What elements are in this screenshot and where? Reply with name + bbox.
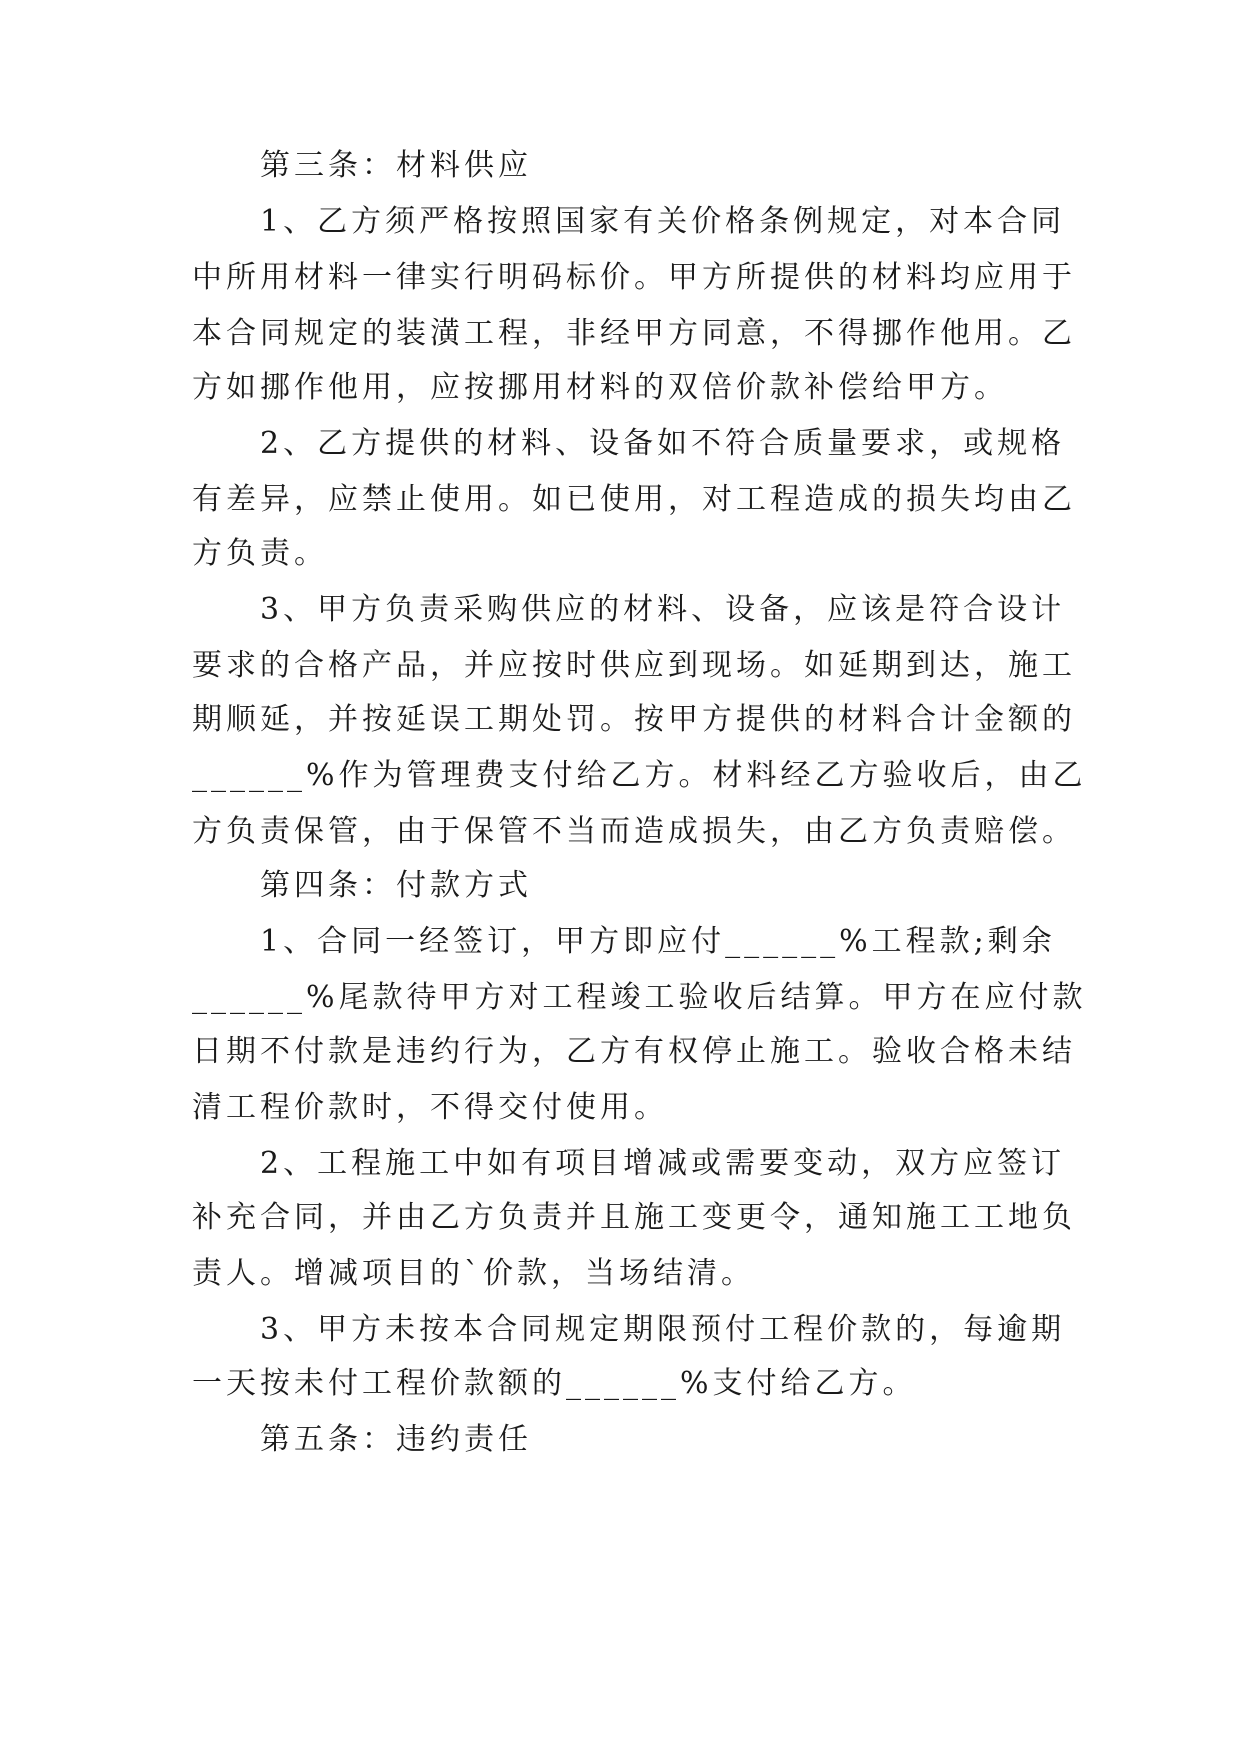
- article-4-heading: 第四条：付款方式: [192, 868, 532, 903]
- text-line: 要求的合格产品，并应按时供应到现场。如延期到达，施工: [192, 648, 1076, 683]
- text-line: 日期不付款是违约行为，乙方有权停止施工。验收合格未结: [192, 1034, 1076, 1069]
- text-line: 方负责。: [192, 536, 328, 571]
- text-line: 本合同规定的装潢工程，非经甲方同意，不得挪作他用。乙: [192, 316, 1076, 351]
- text-line: 3、甲方未按本合同规定期限预付工程价款的，每逾期: [192, 1312, 1066, 1347]
- article-5-heading: 第五条：违约责任: [192, 1422, 532, 1457]
- text-line: 中所用材料一律实行明码标价。甲方所提供的材料均应用于: [192, 260, 1076, 295]
- article-3-heading: 第三条：材料供应: [192, 148, 532, 183]
- text-line: 2、乙方提供的材料、设备如不符合质量要求，或规格: [192, 426, 1066, 461]
- text-line: 有差异，应禁止使用。如已使用，对工程造成的损失均由乙: [192, 482, 1076, 517]
- text-line: 期顺延，并按延误工期处罚。按甲方提供的材料合计金额的: [192, 702, 1076, 737]
- text-line: ______%尾款待甲方对工程竣工验收后结算。甲方在应付款: [192, 980, 1087, 1015]
- text-line: 2、工程施工中如有项目增减或需要变动，双方应签订: [192, 1146, 1066, 1181]
- text-line: 一天按未付工程价款额的______%支付给乙方。: [192, 1366, 917, 1401]
- text-line: 1、乙方须严格按照国家有关价格条例规定，对本合同: [192, 204, 1066, 239]
- text-line: 3、甲方负责采购供应的材料、设备，应该是符合设计: [192, 592, 1066, 627]
- text-line: 1、合同一经签订，甲方即应付______%工程款;剩余: [192, 924, 1056, 959]
- text-line: 方如挪作他用，应按挪用材料的双倍价款补偿给甲方。: [192, 370, 1008, 405]
- text-line: 补充合同，并由乙方负责并且施工变更令，通知施工工地负: [192, 1200, 1076, 1235]
- text-line: 责人。增减项目的`价款，当场结清。: [192, 1256, 755, 1291]
- text-line: ______%作为管理费支付给乙方。材料经乙方验收后，由乙: [192, 758, 1087, 793]
- text-line: 方负责保管，由于保管不当而造成损失，由乙方负责赔偿。: [192, 814, 1076, 849]
- text-line: 清工程价款时，不得交付使用。: [192, 1090, 668, 1125]
